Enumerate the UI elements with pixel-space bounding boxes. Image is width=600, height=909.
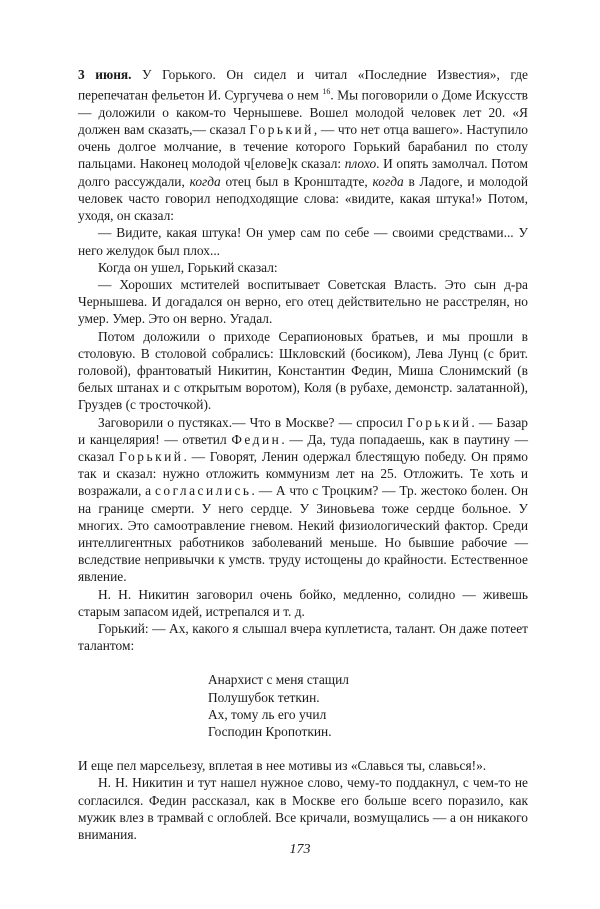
paragraph-9: И еще пел марсельезу, вплетая в нее мотивы из «Славься ты, славься!». — [78, 758, 487, 774]
paragraph-date-entry: 3 июня. У Горького. Он сидел и читал «Последние Известия», где перепечатан фельетон И. Сургучева о нем $^{16}$. Мы поговорили о Доме Искусств — доложили о каком-то Чернышеве. Вошел молодой человек лет 20. «Я должен вам сказать,— сказал Горький, — что нет отца вашего». Наступило очень долгое молчание, в течение которого Горький барабанил по столу пальцами. Наконец молодой ч[елове]к сказал: плохо. И опять замолчал. Потом долго рассуждали, когда отец был в Кронштадте, когда в Ладоге, и молодой человек часто говорил неподходящие слова: «видите, какая штука!» Потом, уходя, он сказал: — [78, 67, 529, 224]
paragraph-4: — Хороших мстителей воспитывает Советская Власть. Это сын д-ра Чернышева. И догадался он верно, его отец действительно не расстрелян, но умер. Умер. Это он верно. Угадал. — [78, 276, 528, 327]
entry-date: 3 июня. — [78, 67, 132, 82]
poem-line: Господин Кропоткин. — [208, 723, 332, 739]
footnote-ref: 16 — [322, 87, 331, 97]
paragraph-2: — Видите, какая штука! Он умер сам по себе — своими средствами... У него желудок был плох... — [78, 225, 528, 258]
paragraph-6: Заговорили о пустяках.— Что в Москве? — спросил Горький. — Базар и канцелярия! — ответил Федин. — Да, туда попадаешь, как в паутину — сказал Горький. — Говорят, Ленин одержал блестящую победу. Он прямо так и сказал: нужно отложить коммунизм лет на 25. Отложить. Те хоть и возражали, а согласились. — А что с Троцким? — Тр. жестоко болен. Он на границе смерти. У него сердце. У Зиновьева тоже сердце больное. У многих. Это самоотравление гневом. Некий физиологический фактор. Среди интеллигентных работников заболеваний меньше. Но бывшие рабочие — вследствие непривычки к умств. труду истощены до крайности. Естественное явление. — [78, 414, 528, 585]
page-number: 173 — [289, 842, 311, 857]
poem-line: Полушубок теткин. — [208, 689, 320, 705]
poem-line: Ах, тому ль его учил — [208, 706, 327, 722]
paragraph-5: Потом доложили о приходе Серапионовых братьев, и мы прошли в столовую. В столовой собрались: Шкловский (босиком), Лева Лунц (с брит. головой), франтоватый Никитин, Константин Федин, Миша Слонимский (в белых штанах и с открытым воротом), Коля (в рубахе, демонстр. залатанной), Груздев (с тросточкой). — [78, 328, 528, 413]
poem — [208, 671, 528, 740]
paragraph-3: Когда он ушел, Горький сказал: — [98, 259, 278, 275]
paragraph-8: Горький: — Ах, какого я слышал вчера куплетиста, талант. Он даже потеет талантом: — [78, 620, 528, 654]
document-body — [78, 66, 528, 843]
poem-line: Анархист с меня стащил — [208, 672, 349, 688]
paragraph-10: Н. Н. Никитин и тут нашел нужное слово, чему-то поддакнул, с чем-то не согласился. Федин рассказал, как в Москве его больше всего поразило, как мужик влез в трамвай с оглоблей. Все кричали, возмущались — а он никакого внимания. — [78, 775, 528, 842]
paragraph-7: Н. Н. Никитин заговорил очень бойко, медленно, солидно — живешь старым запасом идей, истрепался и т. д. — [78, 586, 528, 619]
